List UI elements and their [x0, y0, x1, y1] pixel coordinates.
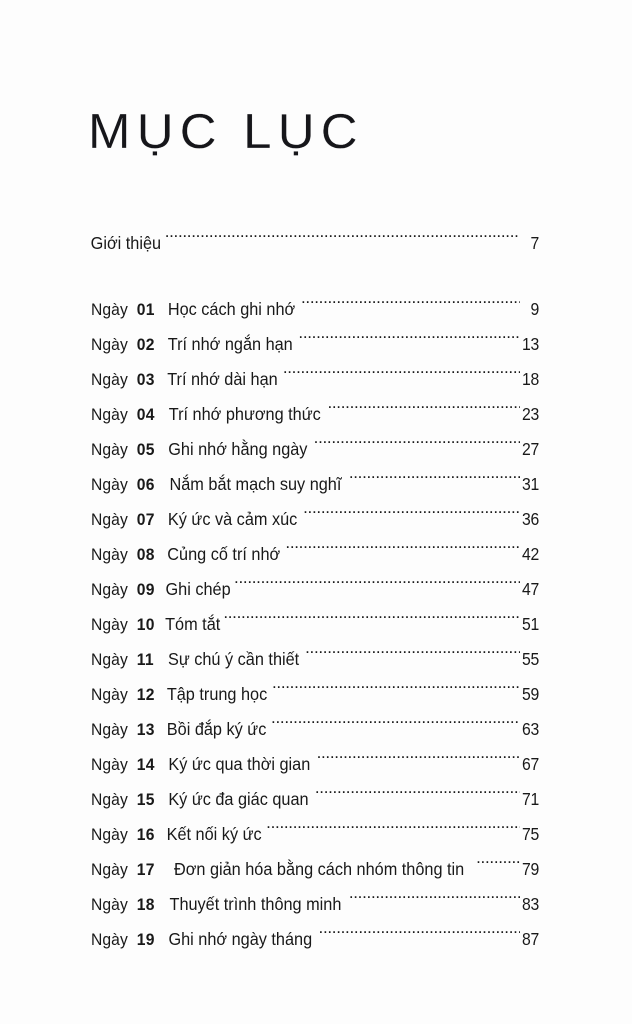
toc-row-day-word: Ngày — [91, 475, 133, 494]
toc-row-day-word: Ngày — [91, 580, 133, 599]
dot-leader — [327, 403, 519, 421]
toc-row-01[interactable] — [88, 292, 540, 327]
toc-row-day-word: Ngày — [91, 510, 133, 529]
toc-row-page-number: 51 — [521, 614, 540, 634]
toc-intro-page-number: 7 — [530, 233, 540, 253]
toc-row-day-word: Ngày — [91, 685, 133, 704]
dot-leader — [165, 232, 520, 250]
toc-row-day-label — [91, 572, 160, 607]
toc-row-page-number: 36 — [521, 509, 540, 529]
toc-row-day-number: 08 — [136, 545, 155, 564]
toc-row-day-label — [91, 677, 160, 712]
toc-row-day-word: Ngày — [91, 790, 133, 809]
toc-row-14[interactable] — [88, 747, 540, 782]
dot-leader — [315, 788, 520, 806]
toc-row-intro[interactable] — [88, 226, 540, 261]
toc-row-day-label — [91, 887, 160, 922]
dot-leader — [234, 578, 520, 596]
toc-row-day-label — [91, 782, 160, 817]
toc-row-day-label — [91, 397, 160, 432]
toc-row-page-number: 9 — [530, 299, 540, 319]
toc-row-page-number: 67 — [521, 754, 540, 774]
toc-row-title: Trí nhớ phương thức — [168, 404, 321, 424]
toc-row-day-number: 09 — [136, 580, 155, 599]
toc-row-day-label — [91, 922, 160, 957]
toc-row-page-number: 42 — [521, 544, 540, 564]
toc-row-page-number: 31 — [521, 474, 540, 494]
toc-row-page-number: 79 — [521, 859, 540, 879]
toc-row-day-number: 01 — [136, 300, 155, 319]
toc-row-title: Đơn giản hóa bằng cách nhóm thông tin — [173, 859, 465, 879]
toc-row-08[interactable] — [88, 537, 540, 572]
toc-row-day-number: 18 — [136, 895, 155, 914]
toc-row-day-number: 10 — [136, 615, 155, 634]
toc-row-day-label — [91, 607, 160, 642]
toc-row-page-number: 13 — [521, 334, 540, 354]
dot-leader — [314, 438, 520, 456]
toc-row-page-number: 55 — [521, 649, 540, 669]
toc-row-12[interactable] — [88, 677, 540, 712]
toc-row-day-number: 03 — [136, 370, 155, 389]
toc-row-day-number: 05 — [136, 440, 155, 459]
dot-leader — [283, 368, 520, 386]
toc-row-title: Ký ức qua thời gian — [168, 754, 311, 774]
toc-row-title: Ghi nhớ ngày tháng — [168, 929, 313, 949]
toc-row-title: Củng cố trí nhớ — [167, 544, 281, 564]
toc-row-day-word: Ngày — [91, 300, 133, 319]
toc-entry-list — [88, 226, 540, 957]
toc-row-day-label — [91, 537, 160, 572]
toc-row-title: Trí nhớ ngắn hạn — [167, 334, 293, 354]
toc-row-day-label — [91, 712, 160, 747]
toc-row-day-number: 13 — [136, 720, 155, 739]
toc-row-15[interactable] — [88, 782, 540, 817]
toc-row-title: Tóm tắt — [165, 614, 221, 634]
toc-row-16[interactable] — [88, 817, 540, 852]
toc-row-day-word: Ngày — [91, 370, 133, 389]
toc-row-day-word: Ngày — [91, 650, 133, 669]
toc-row-day-word: Ngày — [91, 545, 133, 564]
toc-row-day-word: Ngày — [91, 615, 133, 634]
toc-row-day-word: Ngày — [91, 860, 133, 879]
dot-leader — [223, 613, 520, 631]
toc-row-day-label — [91, 467, 160, 502]
toc-row-title: Ký ức và cảm xúc — [167, 509, 298, 529]
toc-row-07[interactable] — [88, 502, 540, 537]
toc-row-day-label — [91, 292, 160, 327]
toc-row-day-label — [91, 432, 160, 467]
toc-row-day-word: Ngày — [91, 405, 133, 424]
toc-row-day-number: 07 — [136, 510, 155, 529]
toc-row-05[interactable] — [88, 432, 540, 467]
dot-leader — [305, 648, 520, 666]
toc-row-day-label — [91, 327, 160, 362]
toc-row-day-number: 04 — [136, 405, 155, 424]
dot-leader — [319, 928, 520, 946]
toc-row-day-label — [91, 642, 160, 677]
toc-intro-title: Giới thiệu — [90, 233, 162, 253]
toc-row-day-number: 14 — [136, 755, 155, 774]
toc-row-18[interactable] — [88, 887, 540, 922]
toc-row-title: Ghi nhớ hằng ngày — [168, 439, 308, 459]
toc-row-day-number: 12 — [136, 685, 155, 704]
toc-row-page-number: 83 — [521, 894, 540, 914]
toc-row-11[interactable] — [88, 642, 540, 677]
toc-row-page-number: 27 — [521, 439, 540, 459]
toc-row-title: Ghi chép — [165, 579, 231, 599]
toc-row-day-number: 11 — [136, 650, 154, 669]
toc-row-day-number: 19 — [136, 930, 155, 949]
toc-row-day-number: 06 — [136, 475, 155, 494]
toc-row-day-label — [91, 852, 160, 887]
dot-leader — [301, 298, 520, 316]
toc-row-page-number: 59 — [521, 684, 540, 704]
toc-row-title: Ký ức đa giác quan — [168, 789, 309, 809]
toc-row-title: Kết nối ký ức — [166, 824, 262, 844]
toc-row-title: Nắm bắt mạch suy nghĩ — [169, 474, 342, 494]
toc-row-day-word: Ngày — [91, 335, 133, 354]
dot-leader — [349, 473, 520, 491]
toc-row-17[interactable] — [88, 852, 540, 887]
toc-row-title: Học cách ghi nhớ — [167, 299, 296, 319]
toc-row-day-number: 02 — [136, 335, 155, 354]
dot-leader — [285, 543, 520, 561]
toc-row-day-label — [91, 502, 160, 537]
toc-row-10[interactable] — [88, 607, 540, 642]
toc-row-day-number: 17 — [136, 860, 155, 879]
toc-row-day-label — [91, 362, 160, 397]
toc-row-day-label — [91, 817, 160, 852]
toc-row-day-word: Ngày — [91, 895, 133, 914]
toc-row-19[interactable] — [88, 922, 540, 957]
toc-row-day-word: Ngày — [91, 440, 133, 459]
toc-row-13[interactable] — [88, 712, 540, 747]
toc-row-page-number: 23 — [521, 404, 540, 424]
toc-row-title: Tập trung học — [166, 684, 268, 704]
toc-row-title: Bồi đắp ký ức — [166, 719, 267, 739]
toc-row-page-number: 71 — [521, 789, 540, 809]
dot-leader — [476, 858, 520, 876]
toc-row-day-word: Ngày — [91, 825, 133, 844]
toc-row-day-number: 15 — [136, 790, 155, 809]
toc-row-09[interactable] — [88, 572, 540, 607]
toc-day-rows — [88, 292, 540, 957]
toc-row-day-word: Ngày — [91, 930, 133, 949]
toc-row-03[interactable] — [88, 362, 540, 397]
toc-row-page-number: 18 — [521, 369, 540, 389]
toc-row-day-label — [91, 747, 160, 782]
dot-leader — [303, 508, 520, 526]
dot-leader — [349, 893, 520, 911]
dot-leader — [271, 718, 520, 736]
toc-row-page-number: 47 — [521, 579, 540, 599]
toc-row-06[interactable] — [88, 467, 540, 502]
dot-leader — [266, 823, 520, 841]
dot-leader — [298, 333, 520, 351]
toc-row-title: Thuyết trình thông minh — [169, 894, 342, 914]
toc-row-day-number: 16 — [136, 825, 155, 844]
toc-row-page-number: 75 — [521, 824, 540, 844]
toc-row-title: Trí nhớ dài hạn — [167, 369, 278, 389]
toc-row-02[interactable] — [88, 327, 540, 362]
toc-row-title: Sự chú ý cần thiết — [167, 649, 300, 669]
toc-row-04[interactable] — [88, 397, 540, 432]
toc-row-day-word: Ngày — [91, 720, 133, 739]
dot-leader — [272, 683, 520, 701]
toc-row-page-number: 87 — [521, 929, 540, 949]
toc-row-day-word: Ngày — [91, 755, 133, 774]
page-title: MỤC LỤC — [88, 105, 364, 159]
toc-row-page-number: 63 — [521, 719, 540, 739]
dot-leader — [317, 753, 520, 771]
